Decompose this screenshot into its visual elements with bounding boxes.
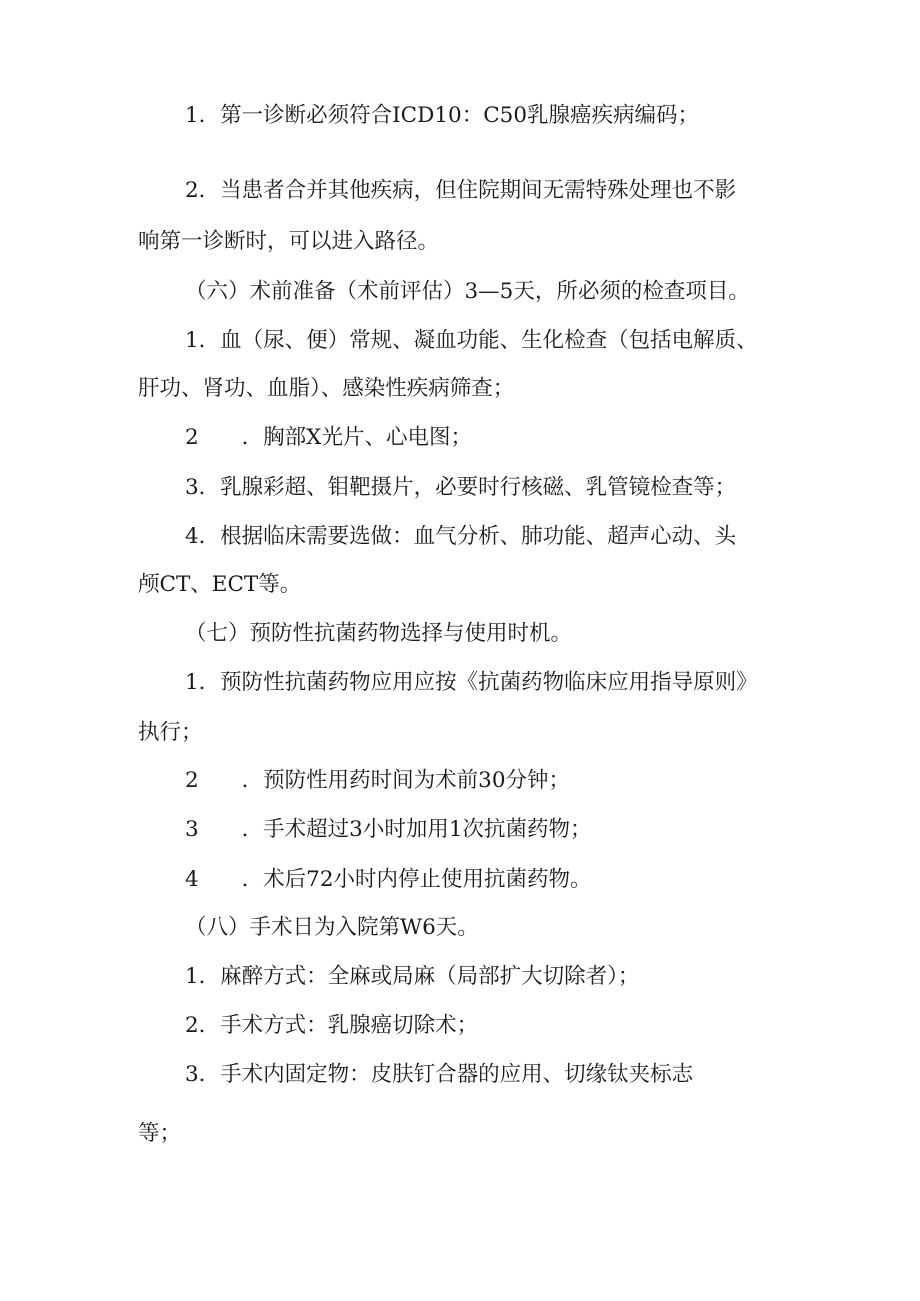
- text-line: 颅CT、ECT等。: [138, 572, 302, 597]
- text-line: （八）手术日为入院第W6天。: [185, 915, 479, 940]
- text-line: 2．当患者合并其他疾病，但住院期间无需特殊处理也不影: [185, 178, 737, 203]
- text-line: 1．预防性抗菌药物应用应按《抗菌药物临床应用指导原则》: [185, 670, 758, 695]
- text-line: 1．第一诊断必须符合ICD10：C50乳腺癌疾病编码；: [185, 103, 700, 128]
- text-line: 执行；: [138, 720, 203, 745]
- text-line: （七）预防性抗菌药物选择与使用时机。: [185, 621, 573, 646]
- text-line: 4．根据临床需要选做：血气分析、肺功能、超声心动、头: [185, 524, 737, 549]
- text-line: 1．麻醉方式：全麻或局麻（局部扩大切除者）；: [185, 964, 640, 989]
- text-line: 4 ．术后72小时内停止使用抗菌药物。: [185, 867, 592, 892]
- text-line: 2 ．胸部X光片、心电图；: [185, 425, 472, 450]
- text-line: 1．血（尿、便）常规、凝血功能、生化检查（包括电解质、: [185, 328, 758, 353]
- text-line: 等；: [138, 1121, 182, 1146]
- text-line: 肝功、肾功、血脂）、感染性疾病筛查；: [138, 376, 515, 401]
- text-line: 3 ．手术超过3小时加用1次抗菌药物；: [185, 817, 592, 842]
- text-line: 2 ．预防性用药时间为术前30分钟；: [185, 768, 571, 793]
- text-line: 2．手术方式：乳腺癌切除术；: [185, 1013, 479, 1038]
- text-line: 3．乳腺彩超、钼靶摄片，必要时行核磁、乳管镜检查等；: [185, 475, 737, 500]
- text-line: 3．手术内固定物：皮肤钉合器的应用、切缘钛夹标志: [185, 1062, 694, 1087]
- text-line: 响第一诊断时，可以进入路径。: [138, 229, 440, 254]
- text-line: （六）术前准备（术前评估）3—5天，所必须的检查项目。: [185, 279, 750, 304]
